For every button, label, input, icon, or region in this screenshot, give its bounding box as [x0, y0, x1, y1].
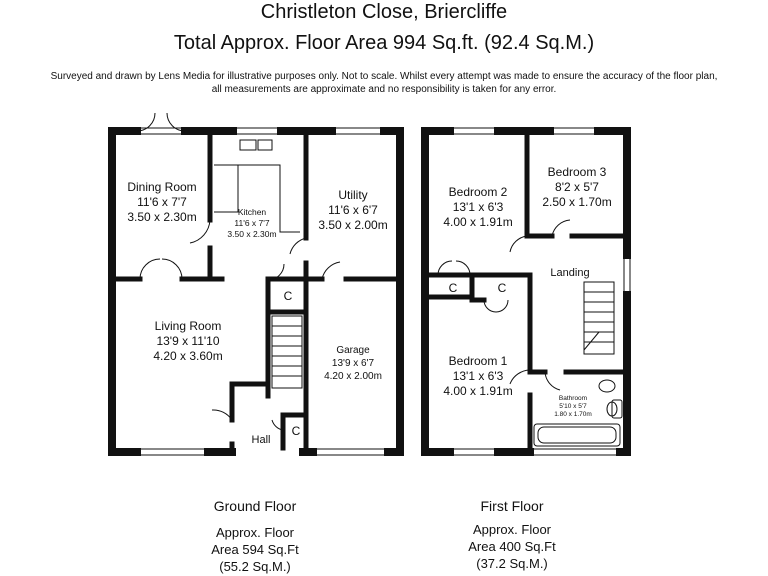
- room-dining-name: Dining Room: [127, 180, 197, 194]
- first-floor-label: First Floor: [480, 498, 544, 514]
- room-bedroom-3-metric: 2.50 x 1.70m: [542, 195, 612, 209]
- room-bedroom-1: [438, 354, 518, 399]
- ground-floor-area-line-3: (55.2 Sq.M.): [219, 559, 291, 574]
- ground-cupboard-1-label: C: [283, 289, 293, 303]
- room-garage-name: Garage: [336, 345, 370, 356]
- room-bathroom-name: Bathroom: [558, 395, 588, 402]
- room-garage-imperial: 13'9 x 6'7: [331, 358, 375, 369]
- first-cupboard-2-label: C: [497, 281, 507, 295]
- room-kitchen-metric: 3.50 x 2.30m: [227, 229, 277, 239]
- disclaimer-line-2: all measurements are approximate and no responsibility is taken for any error.: [211, 84, 557, 95]
- first-floor-area-line-2: Area 400 Sq.Ft: [468, 539, 556, 554]
- first-floor-stairs: [584, 282, 614, 354]
- room-bedroom-2: [438, 185, 518, 230]
- room-dining-imperial: 11'6 x 7'7: [137, 195, 187, 209]
- ground-floor-area: [180, 524, 330, 575]
- ground-floor-area-line-2: Area 594 Sq.Ft: [211, 542, 299, 557]
- room-utility: [309, 188, 397, 233]
- ground-floor-area-line-1: Approx. Floor: [215, 525, 295, 540]
- ground-floor-windows: [137, 128, 388, 455]
- room-utility-name: Utility: [338, 188, 368, 202]
- disclaimer-line-1: Surveyed and drawn by Lens Media for illustrative purposes only. Not to scale. Whilst every attempt was made to ensure the accuracy of the floor plan,: [50, 71, 718, 82]
- room-dining-metric: 3.50 x 2.30m: [127, 210, 197, 224]
- room-bedroom-1-name: Bedroom 1: [448, 354, 508, 368]
- room-bedroom-1-metric: 4.00 x 1.91m: [443, 384, 513, 398]
- room-utility-metric: 3.50 x 2.00m: [318, 218, 388, 232]
- ground-floor-label: Ground Floor: [213, 498, 297, 514]
- room-dining: [118, 180, 206, 225]
- room-bathroom-imperial: 5'10 x 5'7: [559, 403, 587, 410]
- first-floor-area-line-3: (37.2 Sq.M.): [476, 556, 548, 571]
- room-living-metric: 4.20 x 3.60m: [153, 349, 223, 363]
- total-area-title: Total Approx. Floor Area 994 Sq.ft. (92.4 Sq.M.): [173, 32, 595, 54]
- room-living-imperial: 13'9 x 11'10: [156, 334, 220, 348]
- room-kitchen-imperial: 11'6 x 7'7: [234, 218, 270, 228]
- first-floor-area: [437, 521, 587, 572]
- room-bathroom-metric: 1.80 x 1.70m: [554, 411, 592, 418]
- room-bedroom-3: [533, 165, 621, 210]
- room-kitchen-name: Kitchen: [237, 207, 267, 217]
- ground-cupboard-2-label: C: [291, 424, 301, 438]
- room-bathroom: [548, 395, 598, 419]
- ground-floor-stairs: [272, 316, 302, 388]
- plan-address-title: Christleton Close, Briercliffe: [260, 1, 508, 23]
- room-living-name: Living Room: [154, 319, 222, 333]
- room-bedroom-2-imperial: 13'1 x 6'3: [452, 200, 504, 214]
- first-cupboard-1-label: C: [448, 281, 458, 295]
- room-hall-name: Hall: [251, 434, 271, 446]
- room-garage: [310, 344, 396, 383]
- room-garage-metric: 4.20 x 2.00m: [324, 371, 382, 382]
- room-kitchen: [214, 207, 290, 240]
- room-bedroom-3-imperial: 8'2 x 5'7: [555, 180, 599, 194]
- room-bedroom-3-name: Bedroom 3: [547, 165, 607, 179]
- room-bedroom-2-metric: 4.00 x 1.91m: [443, 215, 513, 229]
- room-living: [138, 319, 238, 364]
- room-bedroom-1-imperial: 13'1 x 6'3: [452, 369, 504, 383]
- room-utility-imperial: 11'6 x 6'7: [328, 203, 378, 217]
- room-landing-name: Landing: [550, 267, 590, 279]
- room-bedroom-2-name: Bedroom 2: [448, 185, 508, 199]
- first-floor-area-line-1: Approx. Floor: [472, 522, 552, 537]
